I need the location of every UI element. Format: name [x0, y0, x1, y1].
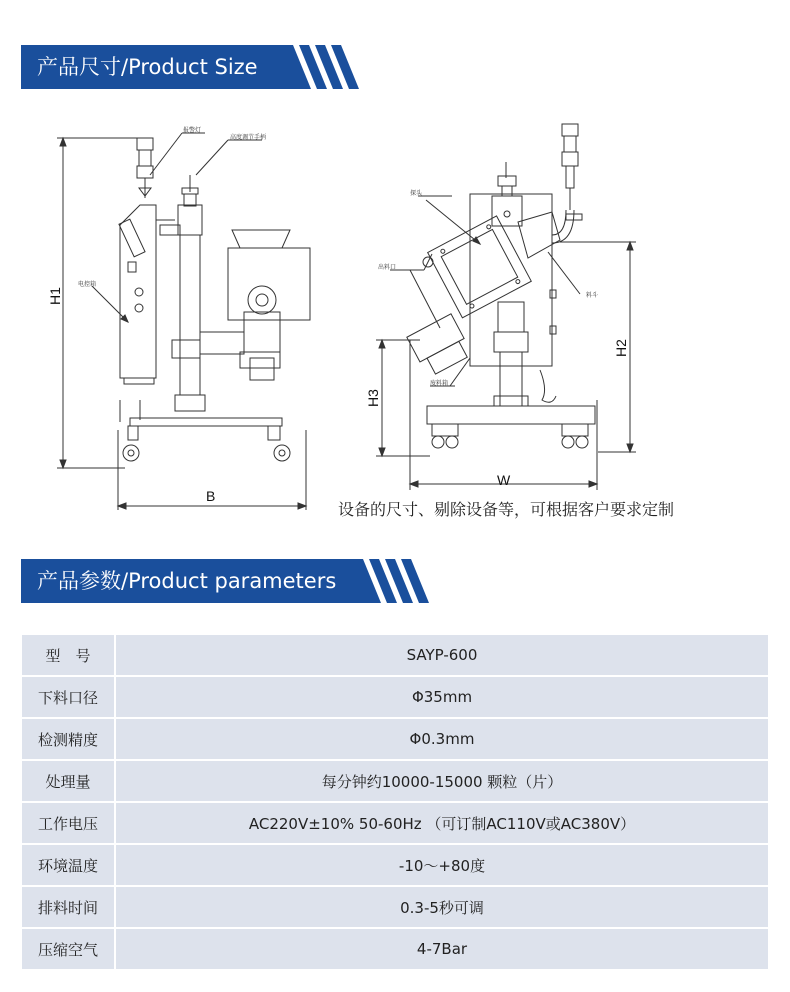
- param-label: 处理量: [22, 761, 116, 801]
- dimension-label-h2: H2: [612, 339, 629, 357]
- callout-control-box: 电控箱: [78, 281, 97, 288]
- header-stripes-decor: [271, 45, 381, 89]
- param-value: 每分钟约10000-15000 颗粒（片）: [116, 761, 768, 801]
- table-row: [22, 803, 768, 843]
- param-value: SAYP-600: [116, 635, 768, 675]
- callout-height-handle: 高度调节手柄: [230, 134, 267, 141]
- param-label: 检测精度: [22, 719, 116, 759]
- dimension-label-h3: H3: [364, 389, 381, 407]
- param-label: 排料时间: [22, 887, 116, 927]
- table-row: [22, 887, 768, 927]
- table-row: [22, 761, 768, 801]
- table-row: [22, 677, 768, 717]
- table-row: [22, 719, 768, 759]
- param-value: AC220V±10% 50-60Hz （可订制AC110V或AC380V）: [116, 803, 768, 843]
- dimension-drawing: [0, 100, 790, 520]
- callout-outlet: 出料口: [378, 264, 397, 271]
- table-row: [22, 929, 768, 969]
- header-stripes-decor: [341, 559, 451, 603]
- table-row: [22, 635, 768, 675]
- param-value: Φ0.3mm: [116, 719, 768, 759]
- param-label: 环境温度: [22, 845, 116, 885]
- section-title-params: 产品参数/Product parameters: [21, 559, 349, 603]
- param-label: 工作电压: [22, 803, 116, 843]
- param-value: 4-7Bar: [116, 929, 768, 969]
- param-label: 型 号: [22, 635, 116, 675]
- drawing-caption: 设备的尺寸、剔除设备等，可根据客户要求定制: [338, 500, 675, 519]
- params-table: [22, 633, 768, 971]
- param-label: 下料口径: [22, 677, 116, 717]
- table-row: [22, 845, 768, 885]
- dimension-label-h1: H1: [46, 287, 63, 305]
- callout-reject-box: 废料箱: [430, 380, 449, 387]
- param-value: Φ35mm: [116, 677, 768, 717]
- dimension-label-w: W: [497, 472, 511, 488]
- callout-alarm-light: 报警灯: [183, 127, 202, 134]
- section-title-size: 产品尺寸/Product Size: [21, 45, 279, 89]
- callout-probe: 探头: [410, 190, 423, 197]
- machine-line-drawing: [0, 100, 790, 520]
- param-value: 0.3-5秒可调: [116, 887, 768, 927]
- callout-hopper: 料斗: [586, 292, 599, 299]
- param-label: 压缩空气: [22, 929, 116, 969]
- param-value: -10～+80度: [116, 845, 768, 885]
- dimension-label-b: B: [206, 488, 216, 504]
